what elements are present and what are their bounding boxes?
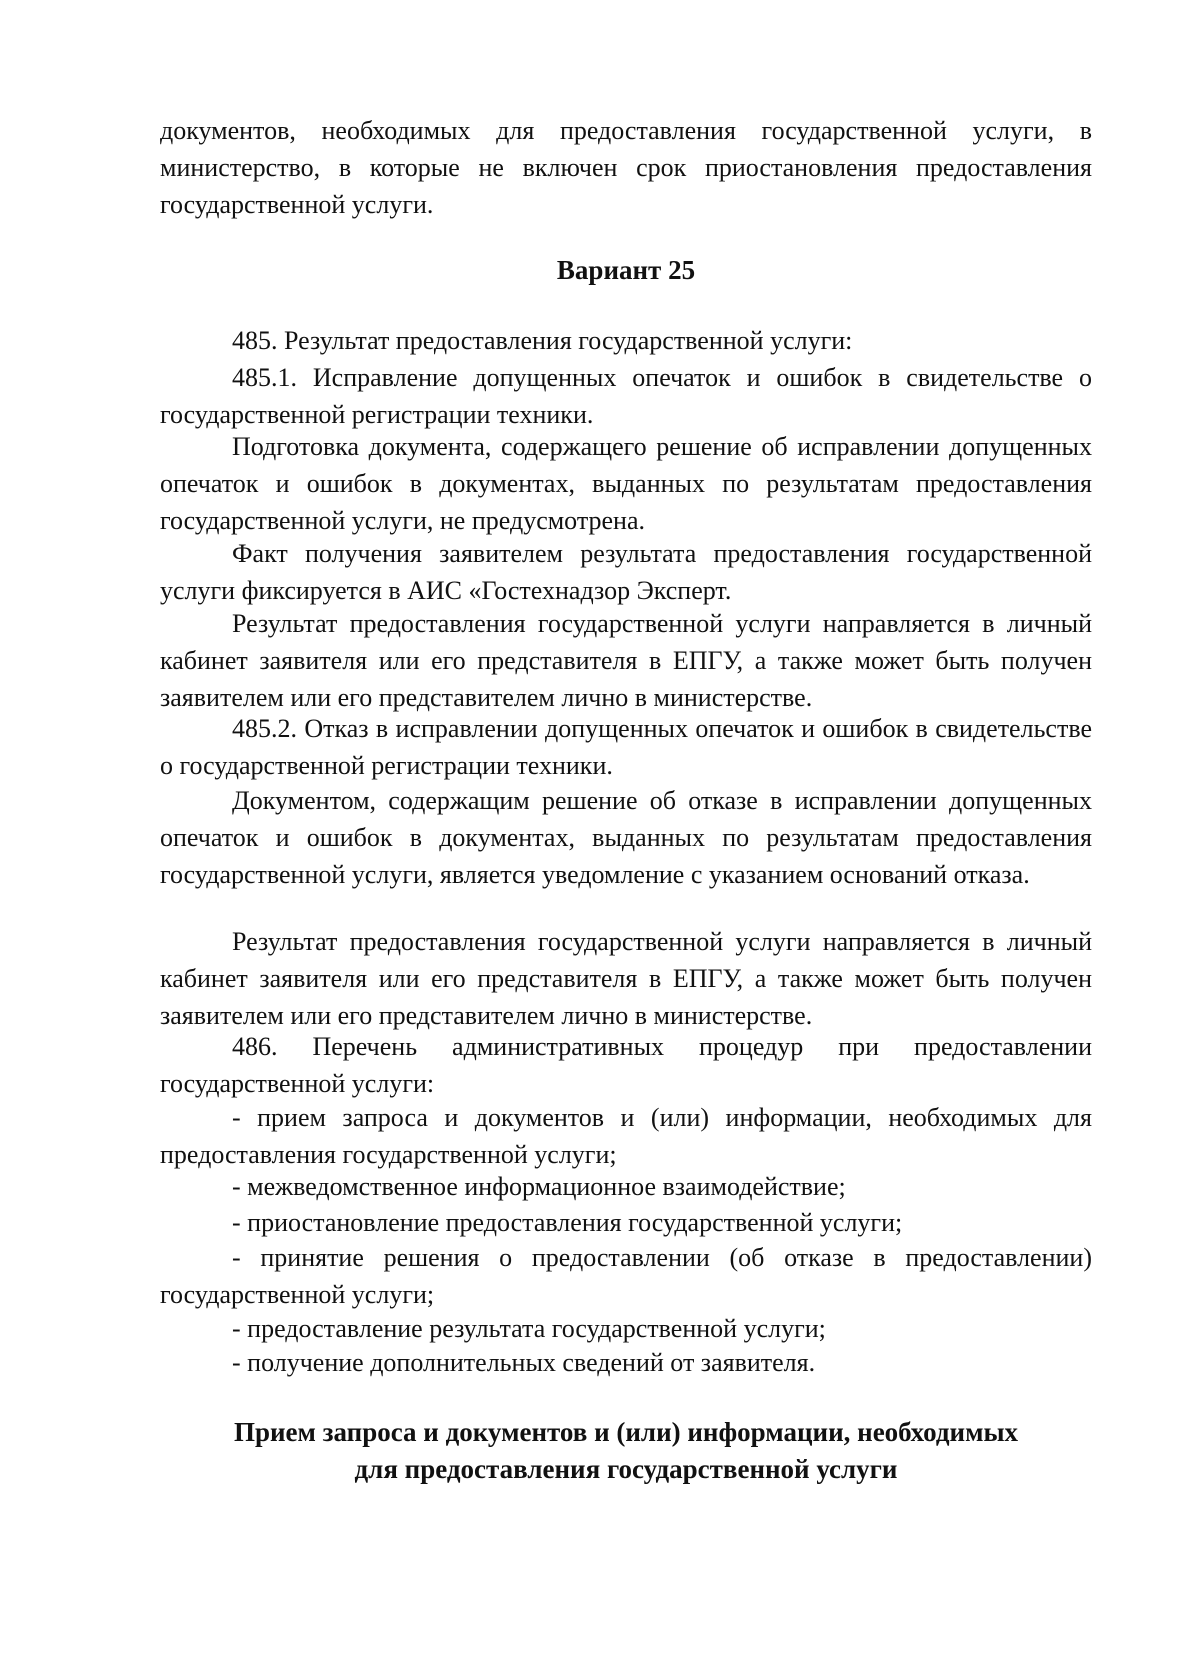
section-heading-line-2: для предоставления государственной услуги: [354, 1454, 898, 1484]
variant-heading: Вариант 25: [556, 255, 696, 285]
paragraph-486: 486. Перечень административных процедур при предоставлении государственной услуги:: [160, 1032, 1092, 1098]
paragraph-result-1: Результат предоставления государственной услуги направляется в личный кабинет заявителя или его представителя в ЕПГУ, а также может быть получен заявителем или его представителем лично в министерстве.: [160, 609, 1092, 712]
paragraph-preparation: Подготовка документа, содержащего решение об исправлении допущенных опечаток и ошибок в документах, выданных по результатам предоставления государственной услуги, не предусмотрена.: [160, 432, 1092, 535]
list-item: - принятие решения о предоставлении (об отказе в предоставлении) государственной услуги;: [160, 1243, 1092, 1309]
paragraph-485: 485. Результат предоставления государственной услуги:: [232, 326, 853, 355]
list-item: - прием запроса и документов и (или) информации, необходимых для предоставления государственной услуги;: [160, 1103, 1092, 1169]
paragraph-fact: Факт получения заявителем результата предоставления государственной услуги фиксируется в АИС «Гостехнадзор Эксперт.: [160, 539, 1092, 605]
paragraph-485-1: 485.1. Исправление допущенных опечаток и ошибок в свидетельстве о государственной регистрации техники.: [160, 363, 1092, 429]
list-item: - предоставление результата государственной услуги;: [232, 1314, 826, 1343]
paragraph-485-2: 485.2. Отказ в исправлении допущенных опечаток и ошибок в свидетельстве о государственной регистрации техники.: [160, 714, 1092, 780]
list-item: - межведомственное информационное взаимодействие;: [232, 1172, 846, 1201]
list-item: - приостановление предоставления государственной услуги;: [232, 1208, 903, 1237]
list-item: - получение дополнительных сведений от заявителя.: [232, 1348, 816, 1377]
paragraph-continuation: документов, необходимых для предоставления государственной услуги, в министерство, в которые не включен срок приостановления предоставления государственной услуги.: [160, 116, 1092, 219]
paragraph-refusal-document: Документом, содержащим решение об отказе в исправлении допущенных опечаток и ошибок в документах, выданных по результатам предоставления государственной услуги, является уведомление с указанием оснований отказа.: [160, 786, 1092, 889]
paragraph-result-2: Результат предоставления государственной услуги направляется в личный кабинет заявителя или его представителя в ЕПГУ, а также может быть получен заявителем или его представителем лично в министерстве.: [160, 927, 1092, 1030]
section-heading-line-1: Прием запроса и документов и (или) информации, необходимых: [233, 1417, 1019, 1447]
